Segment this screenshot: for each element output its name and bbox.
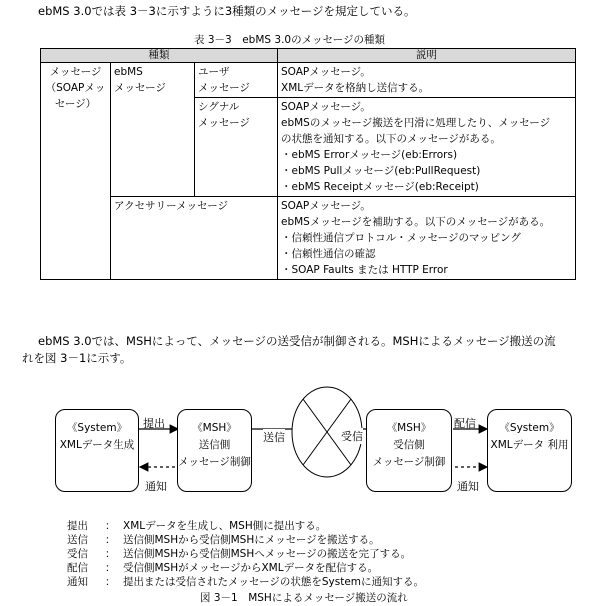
legend-row: 配信 ： 受信側MSHがメッセージからXMLデータを配信する。 <box>67 562 379 574</box>
system-generator-box: 《System》 XMLデータ生成 <box>55 409 139 492</box>
signal-message-cell: シグナル メッセージ <box>195 98 278 197</box>
legend-row: 送信 ： 送信側MSHから受信側MSHにメッセージを搬送する。 <box>67 534 380 546</box>
user-message-cell: ユーザ メッセージ <box>195 63 278 98</box>
table-caption: 表 3－3 ebMS 3.0のメッセージの種類 <box>194 34 385 46</box>
msh-receiver-box: 《MSH》 受信側 メッセージ制御 <box>366 409 452 492</box>
user-message-desc: SOAPメッセージ。 XMLデータを格納し送信する。 <box>278 63 576 98</box>
message-types-table <box>40 48 576 280</box>
label-receive-visible: 受信 <box>341 430 363 443</box>
header-description: 説明 <box>278 49 576 63</box>
body-text-line2: れを図 3－1に示す。 <box>22 351 132 365</box>
legend-row: 通知 ： 提出または受信されたメッセージの状態をSystemに通知する。 <box>67 576 425 588</box>
legend-row: 受信 ： 送信側MSHから受信側MSHへメッセージの搬送を完了する。 <box>67 548 412 560</box>
accessory-message-cell: アクセサリーメッセージ <box>111 197 278 280</box>
figure-caption: 図 3－1 MSHによるメッセージ搬送の流れ <box>200 592 408 604</box>
legend-row: 提出 ： XMLデータを生成し、MSH側に提出する。 <box>67 520 327 532</box>
body-text-line1: ebMS 3.0では、MSHによって、メッセージの送受信が制御される。MSHによるメッセージ搬送の流 <box>38 334 556 348</box>
signal-message-desc: SOAPメッセージ。 ebMSのメッセージ搬送を円滑に処理したり、メッセージ の状態を通知する。以下のメッセージがある。 ・ebMS Errorメッセージ(eb:Errors) ・ebMS Pullメッセージ(eb:PullRequest) ・ebMS Receiptメッセージ(eb:Receipt) <box>278 98 576 197</box>
category-cell: メッセージ （SOAPメッ セージ） <box>41 63 111 280</box>
system-consumer-box: 《System》 XMLデータ 利用 <box>487 409 572 492</box>
accessory-message-desc: SOAPメッセージ。 ebMSメッセージを補助する。以下のメッセージがある。 ・信頼性通信プロトコル・メッセージのマッピング ・信頼性通信の確認 ・SOAP Faults または HTTP Error <box>278 197 576 280</box>
label-send: 送信 <box>263 431 285 444</box>
label-deliver: 配信 <box>454 417 476 430</box>
intro-text: ebMS 3.0では表 3－3に示すように3種類のメッセージを規定している。 <box>38 4 416 18</box>
label-submit: 提出 <box>143 417 165 430</box>
ebms-message-cell: ebMS メッセージ <box>111 63 195 197</box>
label-notify-left: 通知 <box>145 480 167 493</box>
msh-sender-box: 《MSH》 送信側 メッセージ制御 <box>177 409 252 492</box>
label-notify-right: 通知 <box>457 480 479 493</box>
header-type: 種類 <box>41 49 278 63</box>
